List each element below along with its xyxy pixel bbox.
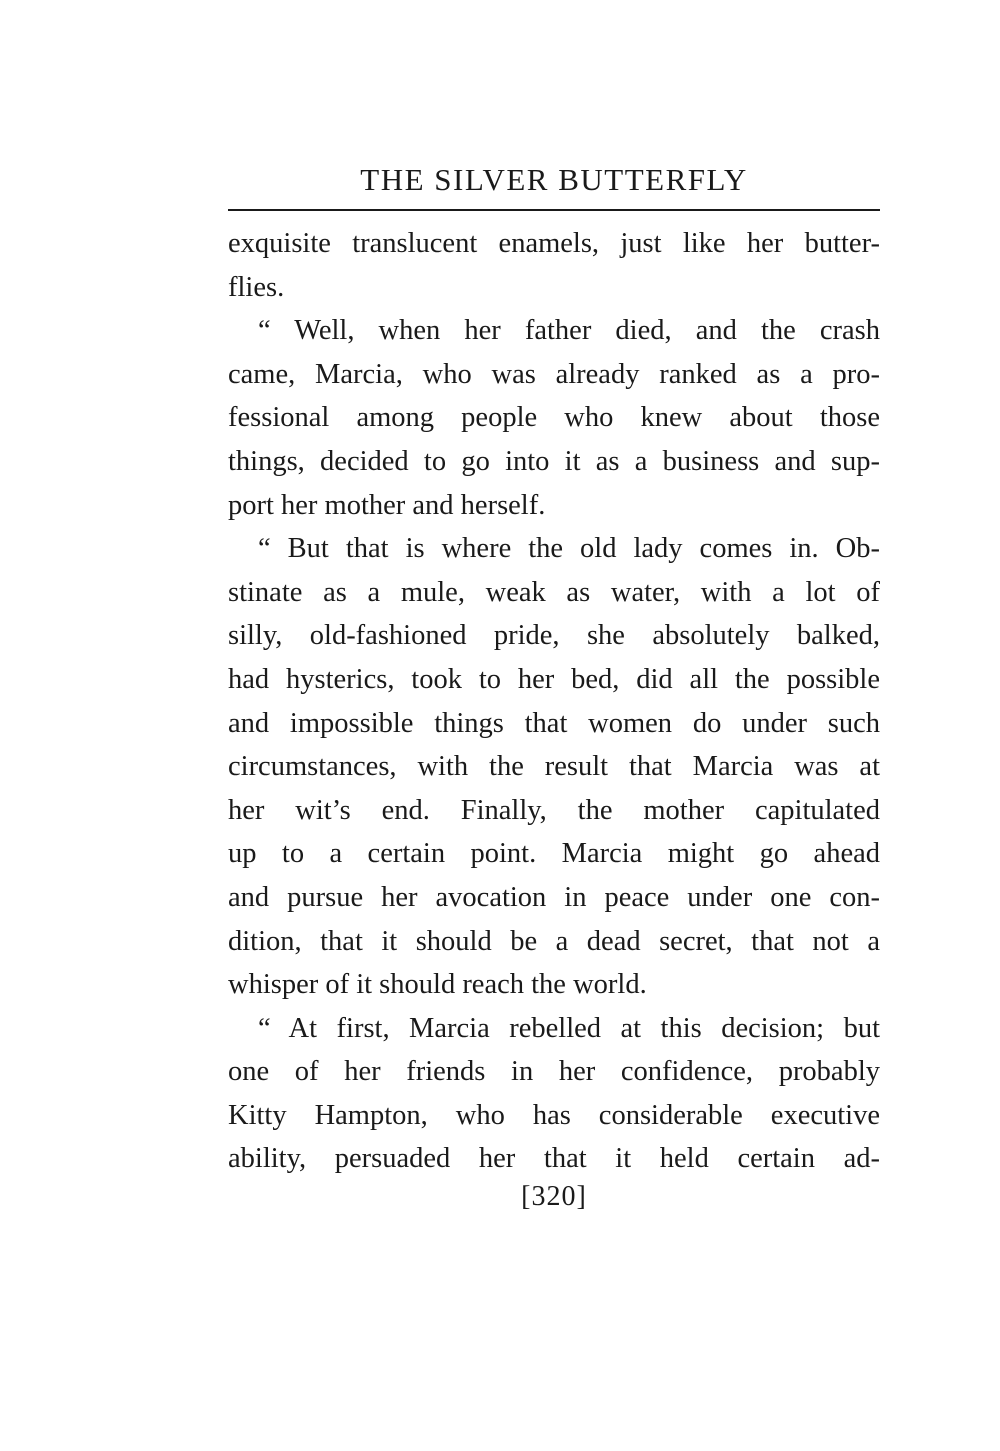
text-line: circumstances, with the result that Marcia was at — [228, 751, 880, 783]
text-line: and impossible things that women do under such — [228, 707, 880, 739]
text-line: came, Marcia, who was already ranked as a pro- — [228, 358, 880, 390]
text-line: whisper of it should reach the world. — [228, 969, 647, 1001]
text-line: “ At first, Marcia rebelled at this decision; but — [258, 1012, 880, 1044]
page-number: [320] — [521, 1181, 587, 1212]
text-line: exquisite translucent enamels, just like her butter- — [228, 228, 880, 259]
text-line: fessional among people who knew about those — [228, 402, 880, 434]
text-line: dition, that it should be a dead secret, that not a — [228, 925, 880, 957]
text-line: had hysterics, took to her bed, did all the possible — [228, 663, 880, 695]
text-line: stinate as a mule, weak as water, with a lot of — [228, 576, 880, 608]
text-line: flies. — [228, 271, 285, 303]
text-line: and pursue her avocation in peace under one con- — [228, 881, 880, 913]
text-line: port her mother and herself. — [228, 489, 546, 521]
text-line: Kitty Hampton, who has considerable executive — [228, 1099, 880, 1131]
text-line: silly, old-fashioned pride, she absolutely balked, — [228, 620, 880, 652]
text-line: up to a certain point. Marcia might go ahead — [228, 838, 880, 870]
body-text — [228, 222, 880, 1181]
text-line: “ Well, when her father died, and the crash — [258, 315, 880, 347]
running-head: THE SILVER BUTTERFLY — [360, 162, 748, 197]
text-line: one of her friends in her confidence, probably — [228, 1056, 880, 1088]
text-line: ability, persuaded her that it held certain ad- — [228, 1143, 880, 1175]
text-line: things, decided to go into it as a business and sup- — [228, 445, 880, 477]
head-rule — [228, 209, 880, 211]
text-line: “ But that is where the old lady comes in. Ob- — [258, 533, 880, 565]
text-line: her wit’s end. Finally, the mother capitulated — [228, 794, 880, 826]
